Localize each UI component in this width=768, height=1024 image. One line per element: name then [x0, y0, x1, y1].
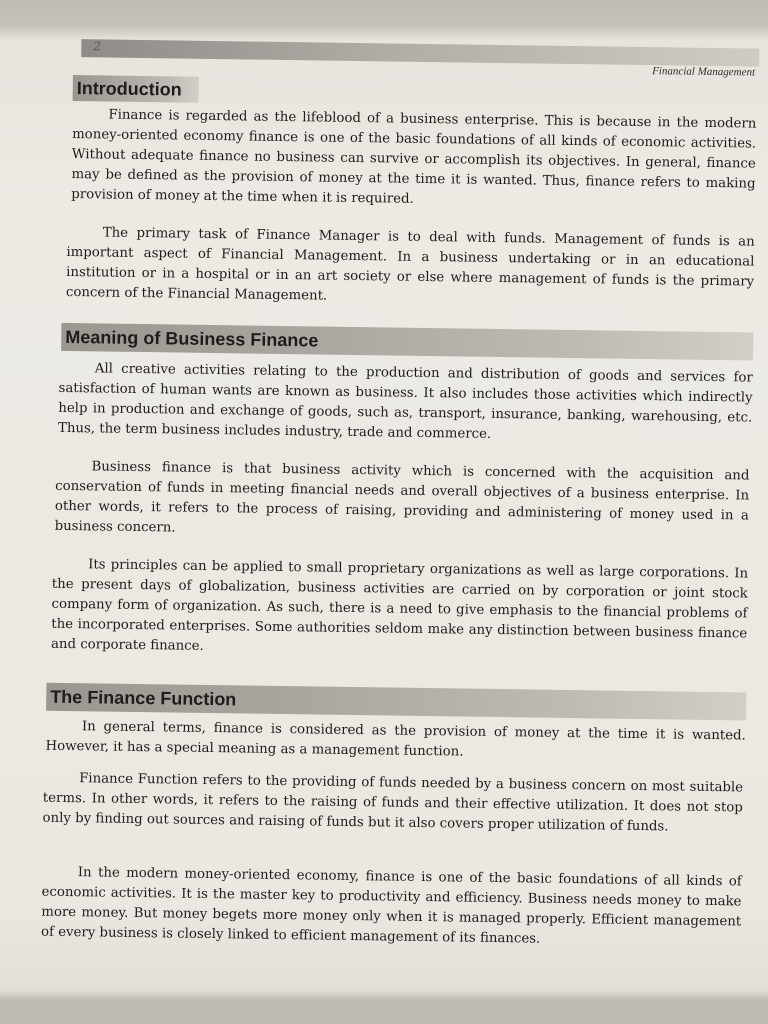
finance-function-paragraph-2: Finance Function refers to the providing of funds needed by a business concern on most suitable terms. In other words, it refers to the raising of funds and their effective utilization. It does not stop only by finding out sources and raising of funds but it also covers proper utilization of funds. — [42, 771, 744, 835]
business-finance-paragraph-3: Its principles can be applied to small proprietary organizations as well as large corporations. In the present days of globalization, business activities are carried on by corporation or joint stock company form of organization. As such, there is a need to give emphasis to the financial problems of the incorporated enterprises. Some authorities seldom make any distinction between business finance and corporate finance. — [50, 557, 749, 654]
finance-function-paragraph-1: In general terms, finance is considered as the provision of money at the time it is wanted. However, it has a special meaning as a management function. — [45, 719, 746, 760]
intro-paragraph-1: Finance is regarded as the lifeblood of a business enterprise. This is because in the modern money-oriented economy finance is one of the basic foundations of all kinds of economic activities. Without adequate finance no business can survive or accomplish its objectives. In general, finance may be defined as the provision of money at the time it is wanted. Thus, finance refers to making provision of money at the time when it is required. — [71, 107, 757, 207]
business-finance-paragraph-1: All creative activities relating to the production and distribution of goods and services for satisfaction of human wants are known as business. It also includes those activities which indirectly help in production and exchange of goods, such as, transport, insurance, banking, warehousing, etc. Thus, the term business includes industry, trade and commerce. — [57, 361, 753, 442]
section-heading-introduction: Introduction — [73, 75, 199, 103]
section-heading-business-finance: Meaning of Business Finance — [61, 323, 753, 361]
business-finance-paragraph-2: Business finance is that business activity which is concerned with the acquisition and conservation of funds in meeting financial needs and overall objectives of a business enterprise. In other words, it refers to the process of raising, providing and administering of money used in a business concern. — [54, 459, 750, 536]
intro-paragraph-2: The primary task of Finance Manager is to deal with funds. Management of funds is an important aspect of Financial Management. In a business undertaking or in an educational institution or in a hospital or in an art society or else where management of funds is the primary concern of the Financial Management. — [65, 225, 755, 304]
running-head: Financial Management — [652, 65, 756, 79]
page-number: 2 — [93, 39, 102, 54]
header-bar — [81, 39, 759, 66]
finance-function-paragraph-3: In the modern money-oriented economy, finance is one of the basic foundations of all kinds of economic activities. It is the master key to productivity and efficiency. Business needs money to make more money. But money begets more money only when it is managed properly. Efficient management of every business is closely linked to efficient management of its finances. — [40, 865, 742, 947]
section-heading-finance-function: The Finance Function — [46, 683, 746, 721]
